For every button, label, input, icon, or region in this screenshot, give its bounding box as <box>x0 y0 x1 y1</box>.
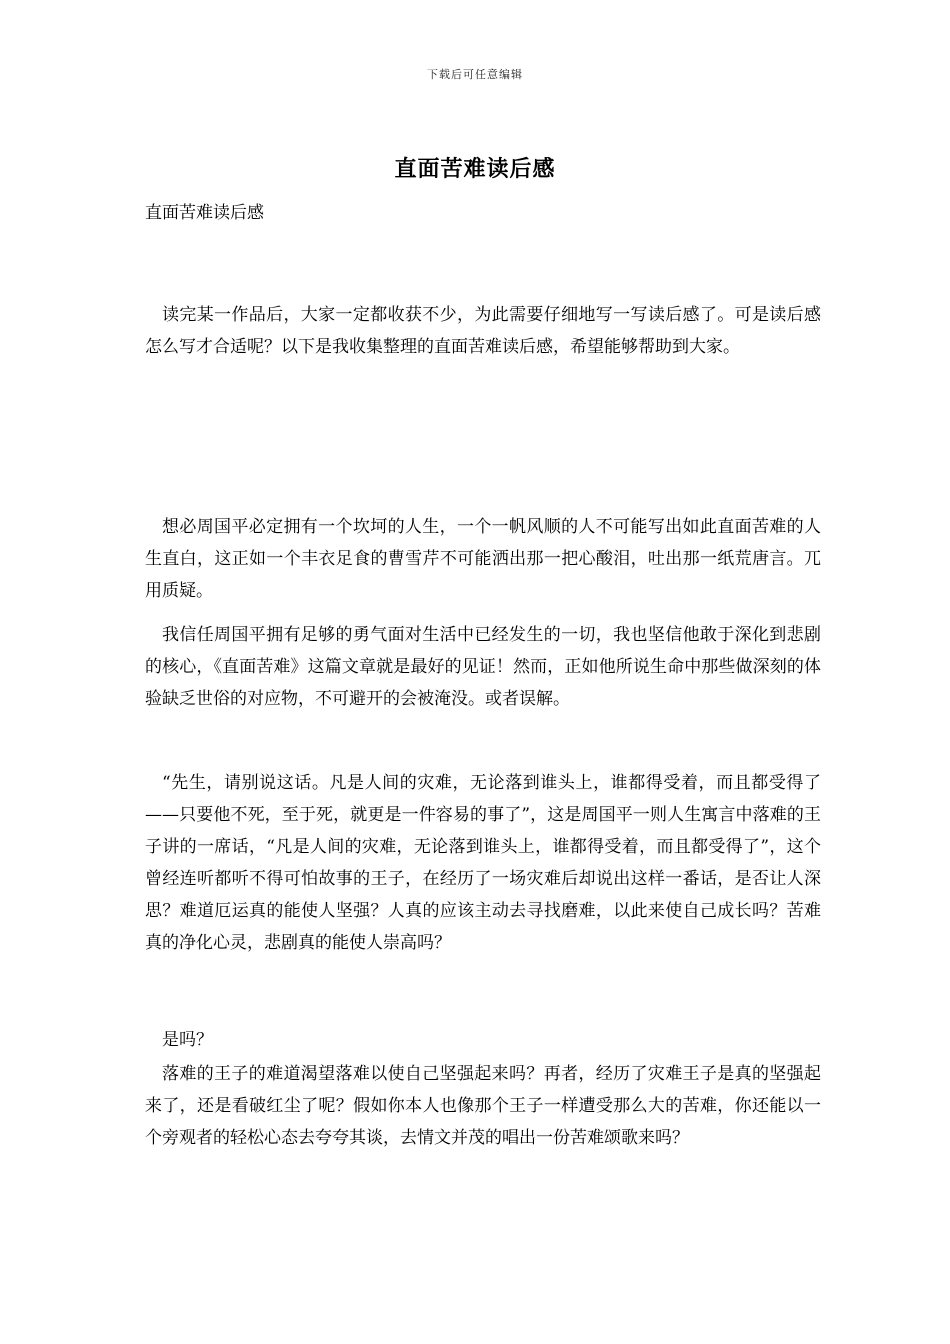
paragraph: 我信任周国平拥有足够的勇气面对生活中已经发生的一切，我也坚信他敢于深化到悲剧的核心，《直面苦难》这篇文章就是最好的见证！然而，正如他所说生命中那些做深刻的体验缺乏世俗的对应物，不可避开的会被淹没。或者误解。 <box>145 625 821 709</box>
header-note: 下载后可任意编辑 <box>427 68 523 81</box>
document-subtitle: 直面苦难读后感 <box>145 203 264 223</box>
paragraph: 想必周国平必定拥有一个坎坷的人生，一个一帆风顺的人不可能写出如此直面苦难的人生直白，这正如一个丰衣足食的曹雪芹不可能洒出那一把心酸泪，吐出那一纸荒唐言。兀用质疑。 <box>145 517 821 601</box>
paragraph: 落难的王子的难道渴望落难以使自己坚强起来吗？再者，经历了灾难王子是真的坚强起来了，还是看破红尘了呢？假如你本人也像那个王子一样遭受那么大的苦难，你还能以一个旁观者的轻松心态去夸夸其谈，去情文并茂的唱出一份苦难颂歌来吗？ <box>145 1064 821 1148</box>
paragraph: “先生，请别说这话。凡是人间的灾难，无论落到谁头上，谁都得受着，而且都受得了——只要他不死，至于死，就更是一件容易的事了”，这是周国平一则人生寓言中落难的王子讲的一席话，“凡是人间的灾难，无论落到谁头上，谁都得受着，而且都受得了”，这个曾经连听都听不得可怕故事的王子，在经历了一场灾难后却说出这样一番话，是否让人深思？难道厄运真的能使人坚强？人真的应该主动去寻找磨难，以此来使自己成长吗？苦难真的净化心灵，悲剧真的能使人崇高吗？ <box>145 773 821 953</box>
paragraph-intro: 读完某一作品后，大家一定都收获不少，为此需要仔细地写一写读后感了。可是读后感怎么写才合适呢？以下是我收集整理的直面苦难读后感，希望能够帮助到大家。 <box>145 305 821 357</box>
paragraph: 是吗？ <box>162 1030 213 1050</box>
document-title: 直面苦难读后感 <box>394 156 556 182</box>
